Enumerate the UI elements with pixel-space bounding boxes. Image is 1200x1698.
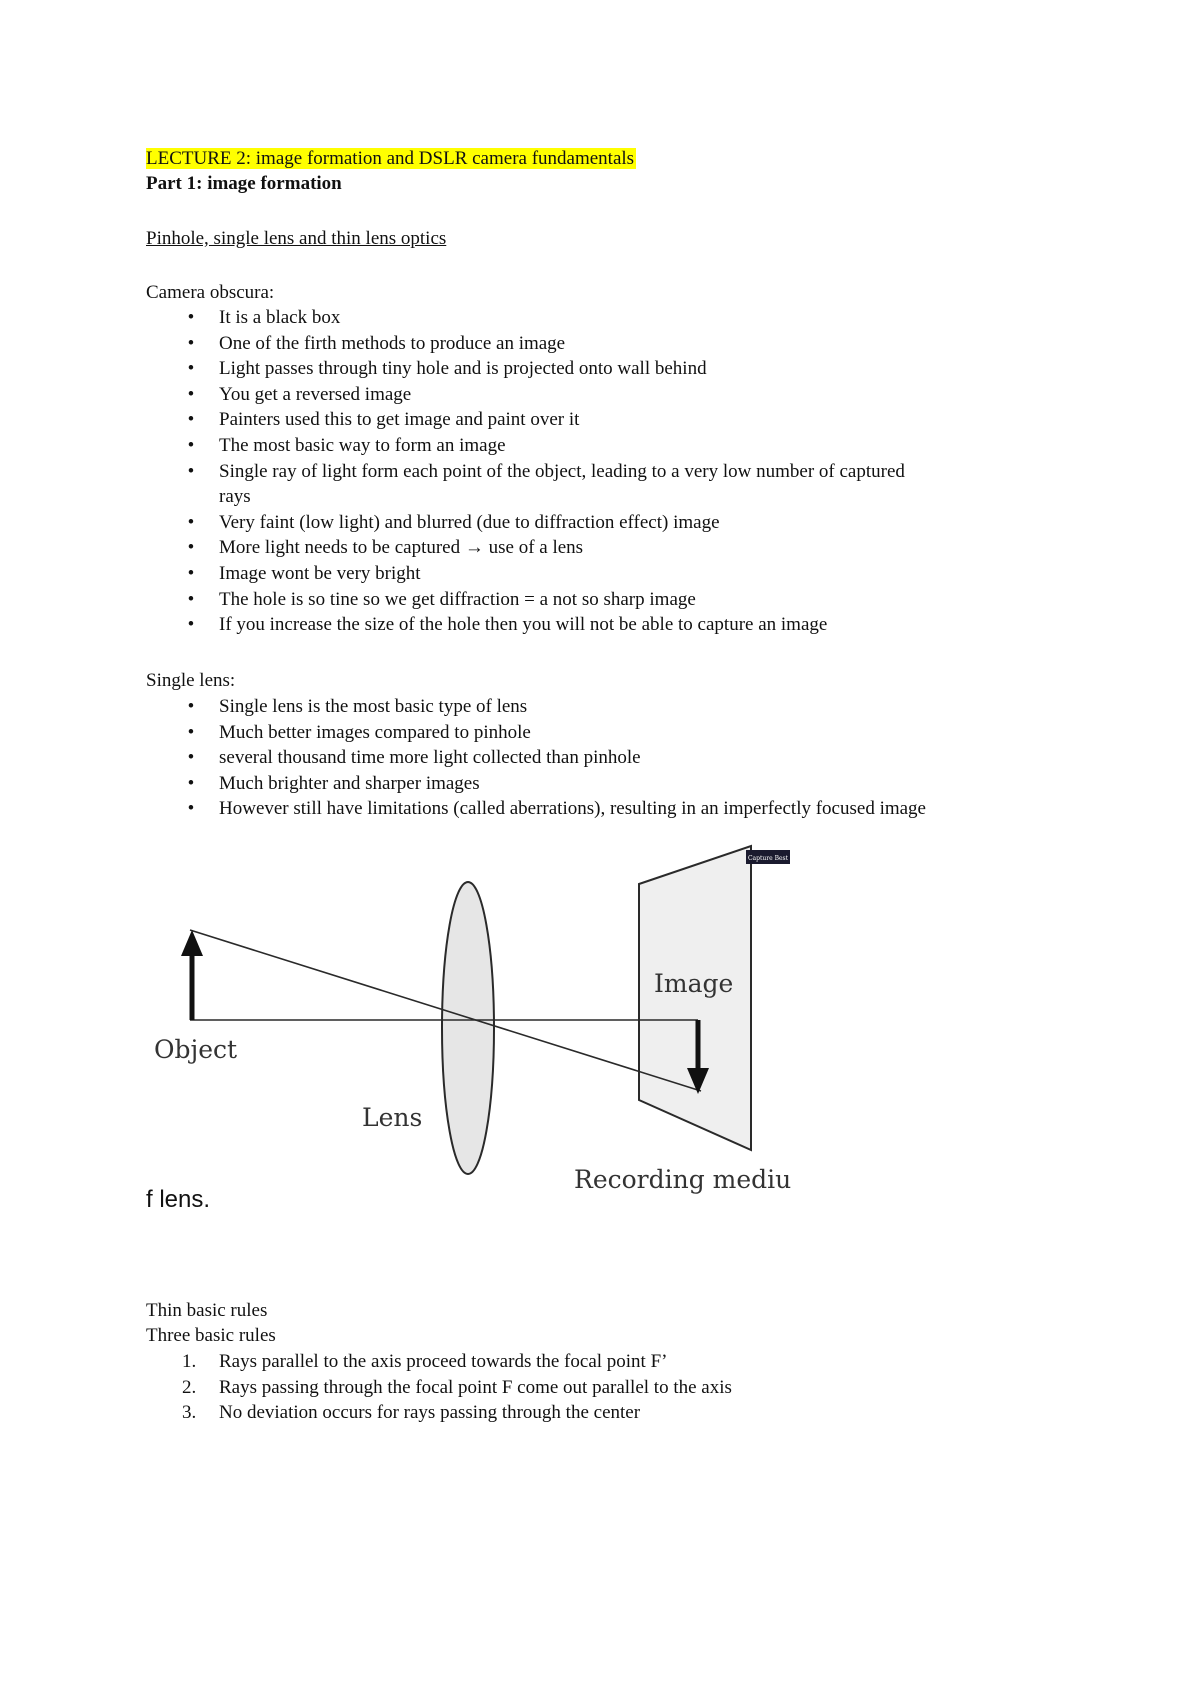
bullet-icon: • xyxy=(187,409,195,431)
bullet-icon: • xyxy=(187,332,195,354)
section-heading: Pinhole, single lens and thin lens optics xyxy=(146,228,447,249)
bullet-icon: • xyxy=(187,383,195,405)
list-item: • If you increase the size of the hole then you will not be able to capture an image xyxy=(146,612,905,638)
list-number: 1. xyxy=(182,1351,197,1372)
list-item: 3. No deviation occurs for rays passing through the center xyxy=(146,1400,732,1426)
camera-obscura-list xyxy=(146,305,905,638)
list-item-continuation: rays xyxy=(219,486,251,508)
camera-obscura-heading: Camera obscura: xyxy=(146,282,275,303)
list-item: • One of the firth methods to produce an image xyxy=(146,331,905,357)
lecture-title: LECTURE 2: image formation and DSLR camera fundamentals xyxy=(146,148,635,169)
single-lens-list xyxy=(146,694,926,822)
list-item: • Single ray of light form each point of the object, leading to a very low number of captured rays xyxy=(146,459,905,510)
list-item: • However still have limitations (called aberrations), resulting in an imperfectly focused image xyxy=(146,796,926,822)
bullet-icon: • xyxy=(187,721,195,743)
object-arrowhead-icon xyxy=(181,930,203,956)
list-item: • Light passes through tiny hole and is projected onto wall behind xyxy=(146,356,905,382)
list-number: 2. xyxy=(182,1376,197,1398)
bullet-icon: • xyxy=(187,562,195,584)
bullet-icon: • xyxy=(187,696,195,717)
list-item: 2. Rays passing through the focal point F come out parallel to the axis xyxy=(146,1375,732,1401)
list-item: • More light needs to be captured → use of a lens xyxy=(146,535,905,561)
list-item: • Much better images compared to pinhole xyxy=(146,720,926,746)
bullet-icon: • xyxy=(187,614,195,636)
list-item: • The hole is so tine so we get diffraction = a not so sharp image xyxy=(146,587,905,613)
list-item: • several thousand time more light collected than pinhole xyxy=(146,745,926,771)
lens-diagram xyxy=(146,844,796,1194)
list-item: • Single lens is the most basic type of lens xyxy=(146,694,926,720)
list-item: • Much brighter and sharper images xyxy=(146,771,926,797)
three-rules-heading: Three basic rules xyxy=(146,1325,276,1346)
single-lens-heading: Single lens: xyxy=(146,670,236,691)
bullet-icon: • xyxy=(187,588,195,610)
bullet-icon: • xyxy=(187,772,195,794)
bullet-icon: • xyxy=(187,307,195,328)
recording-medium-label: Recording mediu xyxy=(574,1165,792,1194)
part-heading: Part 1: image formation xyxy=(146,173,342,194)
list-item: 1. Rays parallel to the axis proceed towards the focal point F’ xyxy=(146,1349,732,1375)
object-label: Object xyxy=(154,1035,238,1064)
list-item: • Image wont be very bright xyxy=(146,561,905,587)
recording-medium-plane xyxy=(639,846,751,1150)
bullet-icon: • xyxy=(187,511,195,533)
bullet-icon: • xyxy=(187,460,195,482)
bullet-icon: • xyxy=(187,798,195,820)
capture-badge-text: Capture Best xyxy=(747,855,789,862)
lens-label: Lens xyxy=(362,1103,423,1132)
lens-shape xyxy=(442,882,494,1174)
bullet-icon: • xyxy=(187,537,195,559)
image-label: Image xyxy=(654,969,734,998)
bullet-icon: • xyxy=(187,434,195,456)
thin-rules-heading: Thin basic rules xyxy=(146,1300,268,1321)
list-item: • It is a black box xyxy=(146,305,905,331)
bullet-icon: • xyxy=(187,747,195,769)
list-item: • The most basic way to form an image xyxy=(146,433,905,459)
list-item: • You get a reversed image xyxy=(146,382,905,408)
thin-rules-list xyxy=(146,1349,732,1426)
list-item: • Painters used this to get image and paint over it xyxy=(146,407,905,433)
list-item: • Very faint (low light) and blurred (due to diffraction effect) image xyxy=(146,510,905,536)
caption-fragment: f lens. xyxy=(146,1186,211,1213)
bullet-icon: • xyxy=(187,358,195,380)
list-number: 3. xyxy=(182,1402,197,1424)
